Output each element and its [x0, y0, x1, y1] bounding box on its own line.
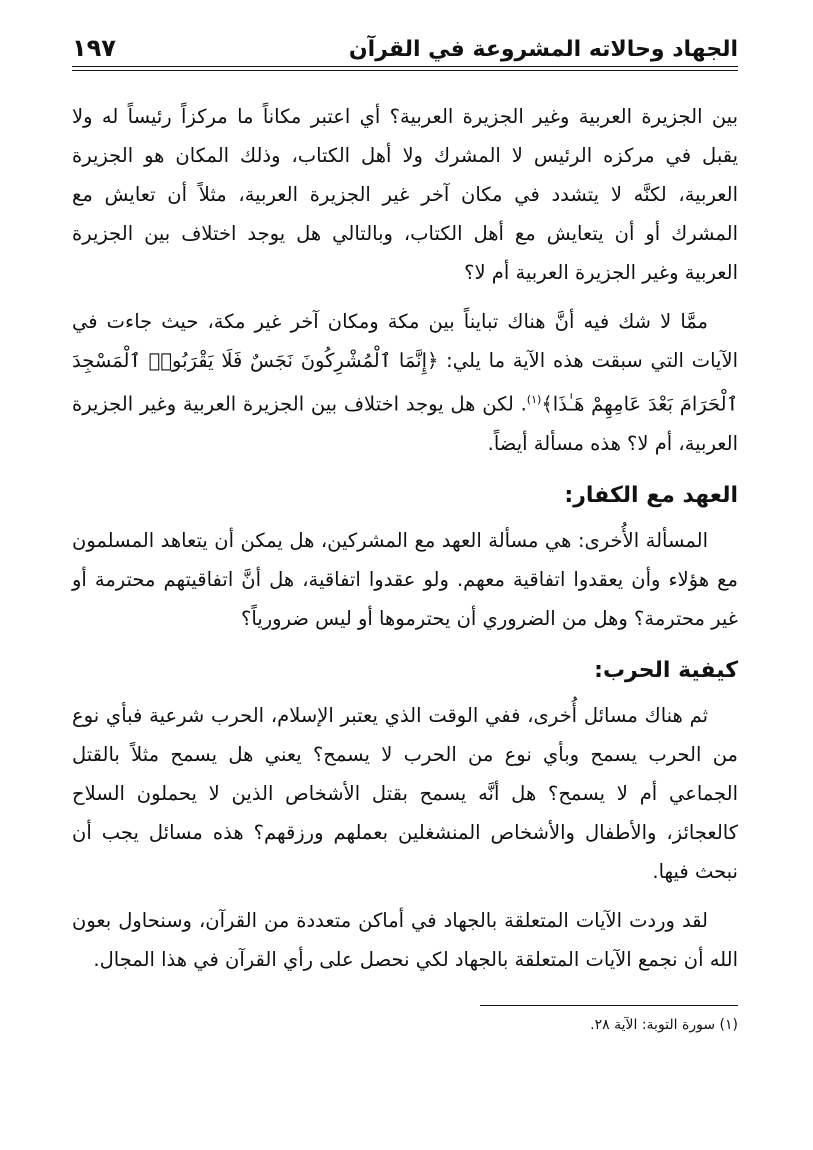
book-page: [72, 28, 738, 1036]
paragraph-2-intro: ممَّا لا شك فيه أنَّ هناك تبايناً بين مكة ومكان آخر غير مكة، حيث جاءت في الآيات التي سبقت هذه الآية ما يلي:: [72, 310, 738, 372]
paragraph-4: ثم هناك مسائل أُخرى، ففي الوقت الذي يعتبر الإسلام، الحرب شرعية فبأي نوع من الحرب يسمح وبأي نوع من الحرب لا يسمح؟ يعني هل يسمح مثلاً بالقتل الجماعي أم لا يسمح؟ هل أنَّه يسمح بقتل الأشخاص الذين لا يحملون السلاح كالعجائز، والأطفال والأشخاص المنشغلين بعملهم ورزقهم؟ هذه مسائل يجب أن نبحث فيها.: [72, 703, 738, 883]
footnote-divider: [480, 1005, 738, 1006]
running-header: [72, 28, 738, 67]
paragraph-3: المسألة الأُخرى: هي مسألة العهد مع المشركين، هل يمكن أن يتعاهد المسلمون مع هؤلاء وأن يعقدوا اتفاقية معهم. ولو عقدوا اتفاقية، هل أنَّ اتفاقيتهم محترمة أو غير محترمة؟ وهل من الضروري أن يحترموها أو ليس ضرورياً؟: [72, 528, 738, 630]
section-heading-war-conduct: كيفية الحرب:: [594, 657, 738, 683]
footnote-marker: (١): [526, 393, 542, 406]
footnote: (١) سورة التوبة: الآية ٢٨.: [590, 1016, 738, 1033]
paragraph-2-rest: . لكن هل يوجد اختلاف بين الجزيرة العربية وغير الجزيرة العربية، أم لا؟ هذه مسألة أيضاً.: [72, 392, 738, 455]
header-divider: [72, 70, 738, 71]
section-heading-covenant: العهد مع الكفار:: [564, 482, 738, 508]
paragraph-2: [72, 302, 738, 463]
paragraph-1: بين الجزيرة العربية وغير الجزيرة العربية؟ أي اعتبر مكاناً ما مركزاً رئيساً له ولا يقبل في مركزه الرئيس لا المشرك ولا أهل الكتاب، وذلك المكان هو الجزيرة العربية، لكنَّه لا يتشدد في مكان آخر غير الجزيرة العربية، مثلاً أن تعايش مع المشرك أو أن يتعايش مع أهل الكتاب، وبالتالي هل يوجد اختلاف بين الجزيرة العربية وغير الجزيرة العربية أم لا؟: [72, 105, 738, 284]
page-number: ١٩٧: [72, 34, 116, 62]
page-body: [72, 97, 738, 1036]
paragraph-5: لقد وردت الآيات المتعلقة بالجهاد في أماكن متعددة من القرآن، وسنحاول بعون الله أن نجمع الآيات المتعلقة بالجهاد لكي نحصل على رأي القرآن في هذا المجال.: [72, 908, 738, 971]
quran-verse: ﴿إِنَّمَا ٱلْمُشْرِكُونَ نَجَسٌ فَلَا يَقْرَبُوا۟ ٱلْمَسْجِدَ ٱلْحَرَامَ بَعْدَ عَامِهِمْ هَـٰذَا﴾: [72, 349, 739, 416]
running-title: الجهاد وحالاته المشروعة في القرآن: [348, 37, 738, 62]
